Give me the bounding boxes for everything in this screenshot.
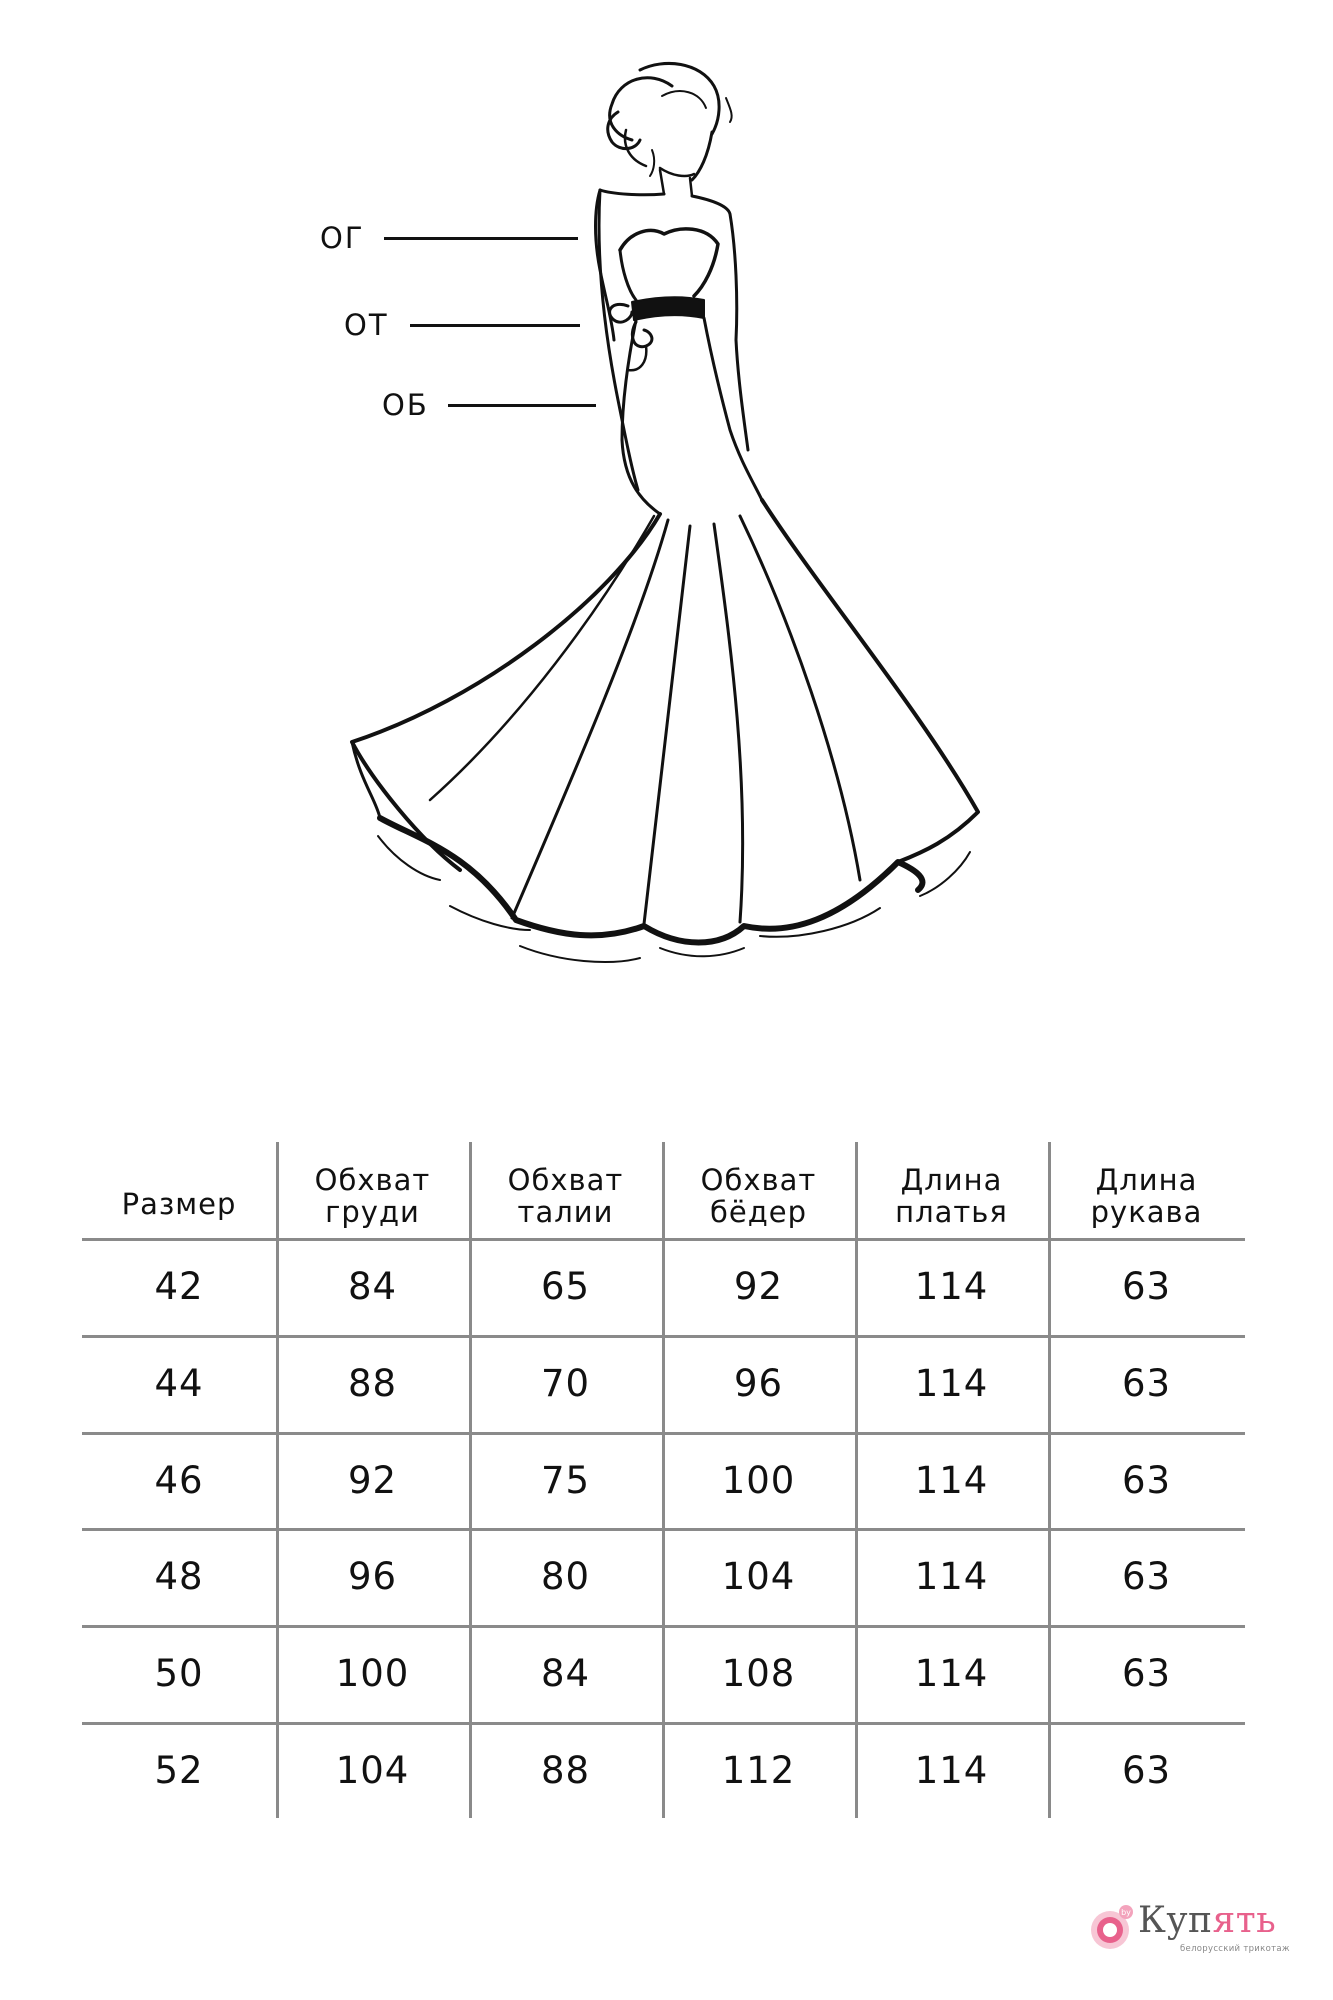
header-dress-length-line1: Длина — [900, 1163, 1003, 1197]
table-cell: 80 — [540, 1555, 591, 1598]
table-cell: 114 — [914, 1555, 989, 1598]
table-cell: 65 — [540, 1265, 591, 1308]
table-cell: 88 — [347, 1362, 398, 1405]
logo-wordmark-part1: Куп — [1138, 1900, 1213, 1941]
table-cell: 114 — [914, 1458, 989, 1502]
table-cell: 63 — [1121, 1265, 1172, 1308]
table-cell: 48 — [154, 1555, 204, 1598]
table-cell: 100 — [721, 1458, 796, 1502]
table-cell: 104 — [721, 1555, 796, 1598]
header-bust — [276, 1142, 469, 1244]
waist-measure-label: ОТ — [344, 308, 389, 342]
header-size — [82, 1142, 276, 1252]
table-cell: 50 — [154, 1652, 204, 1695]
logo-tagline: белорусский трикотаж — [1180, 1944, 1290, 1954]
header-bust-line2: груди — [325, 1195, 420, 1229]
header-sleeve-length — [1048, 1142, 1245, 1244]
table-cell: 42 — [154, 1265, 204, 1308]
logo-wordmark — [1138, 1900, 1276, 1941]
table-cell: 114 — [914, 1362, 989, 1405]
table-cell: 96 — [347, 1555, 398, 1598]
table-cell: 75 — [540, 1458, 591, 1502]
header-hips-line2: бёдер — [709, 1195, 808, 1229]
table-cell: 63 — [1121, 1458, 1172, 1502]
header-dress-length-line2: платья — [895, 1195, 1008, 1229]
table-cell: 114 — [914, 1748, 989, 1792]
table-cell: 52 — [154, 1748, 204, 1792]
table-cell: 63 — [1121, 1362, 1172, 1405]
table-cell: 84 — [347, 1265, 398, 1308]
header-sleeve-length-line2: рукава — [1090, 1195, 1203, 1229]
hips-measure-label: ОБ — [382, 388, 429, 422]
table-cell: 96 — [733, 1362, 784, 1405]
hips-measure-line — [448, 404, 596, 407]
table-cell: 84 — [540, 1652, 591, 1695]
table-cell: 112 — [721, 1748, 796, 1792]
logo-wordmark-part2: ять — [1212, 1900, 1277, 1941]
header-hips-line1: Обхват — [700, 1163, 817, 1197]
header-size-text: Размер — [121, 1187, 237, 1221]
table-cell: 100 — [335, 1652, 410, 1695]
size-table — [82, 1142, 1245, 1818]
table-cell: 70 — [540, 1362, 591, 1405]
header-waist — [469, 1142, 662, 1244]
table-cell: 114 — [914, 1652, 989, 1695]
table-cell: 92 — [347, 1458, 398, 1502]
table-cell: 63 — [1121, 1748, 1172, 1792]
bust-measure-label: ОГ — [320, 221, 365, 255]
waist-measure-line — [410, 324, 580, 327]
header-bust-line1: Обхват — [314, 1163, 431, 1197]
header-waist-line2: талии — [517, 1195, 614, 1229]
header-hips — [662, 1142, 855, 1244]
table-cell: 92 — [733, 1265, 784, 1308]
table-cell: 88 — [540, 1748, 591, 1792]
logo-badge-text: by — [1121, 1908, 1131, 1917]
table-cell: 108 — [721, 1652, 796, 1695]
header-waist-line1: Обхват — [507, 1163, 624, 1197]
brand-logo — [1088, 1898, 1288, 1960]
table-cell: 44 — [154, 1362, 204, 1405]
table-cell: 63 — [1121, 1652, 1172, 1695]
header-sleeve-length-line1: Длина — [1095, 1163, 1198, 1197]
table-cell: 104 — [335, 1748, 410, 1792]
bust-measure-line — [384, 237, 578, 240]
logo-badge-icon — [1088, 1904, 1136, 1952]
header-dress-length — [855, 1142, 1048, 1244]
table-cell: 114 — [914, 1265, 989, 1308]
table-cell: 46 — [154, 1458, 204, 1502]
table-cell: 63 — [1121, 1555, 1172, 1598]
